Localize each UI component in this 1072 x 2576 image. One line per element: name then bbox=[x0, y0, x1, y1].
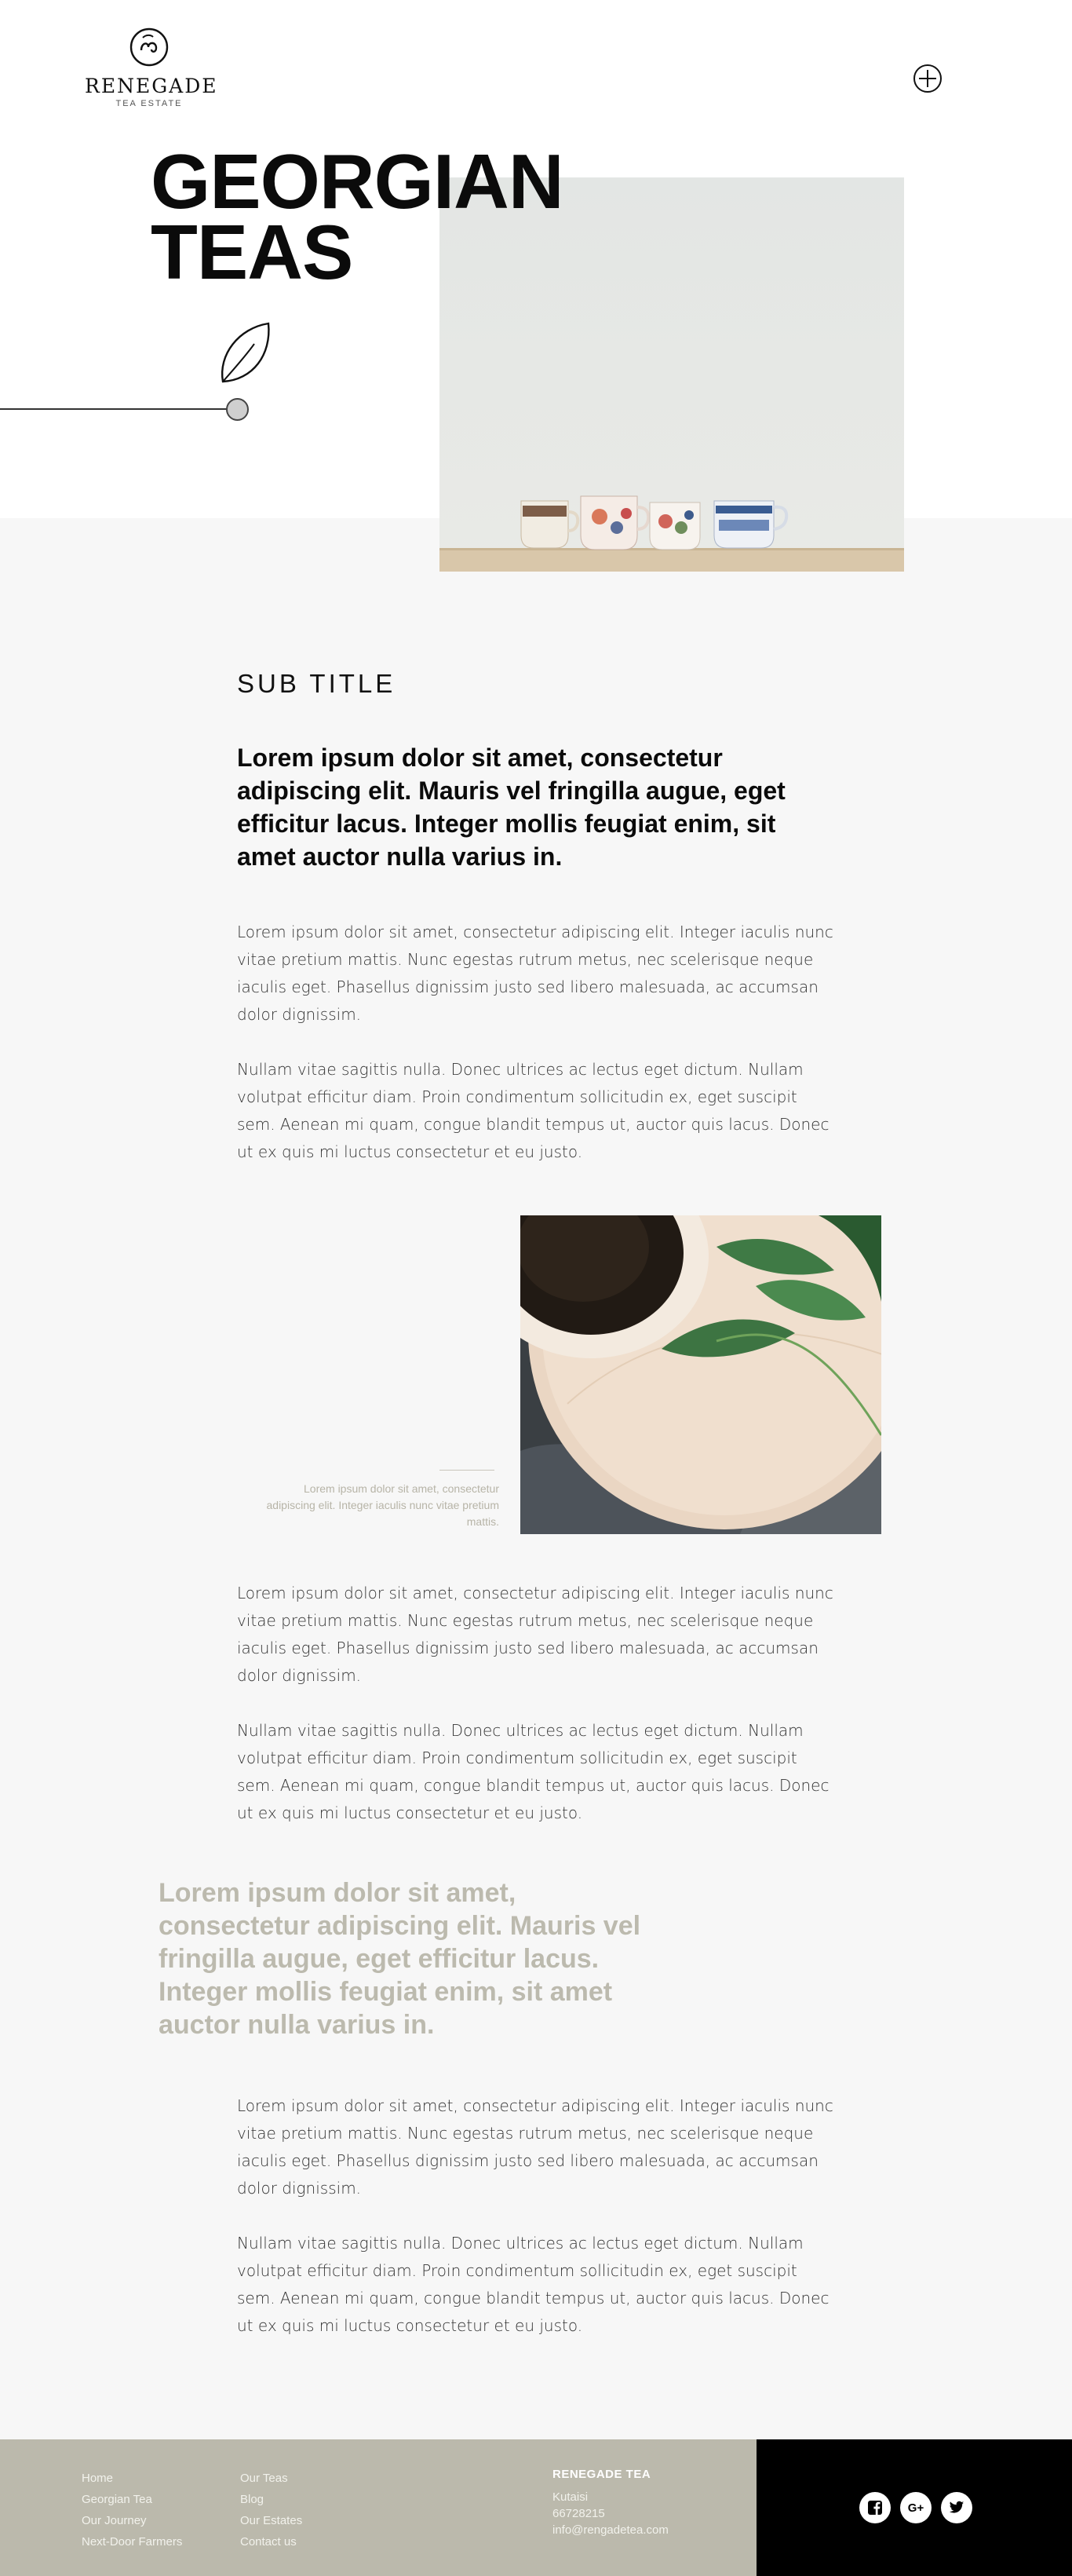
footer-link-georgian-tea[interactable]: Georgian Tea bbox=[82, 2493, 152, 2506]
twitter-icon[interactable] bbox=[941, 2492, 972, 2523]
footer-link-home[interactable]: Home bbox=[82, 2472, 114, 2485]
title-line-2: TEAS bbox=[151, 209, 353, 295]
leaf-icon bbox=[215, 320, 275, 386]
slider-handle[interactable] bbox=[226, 398, 249, 421]
body-paragraph-3: Lorem ipsum dolor sit amet, consectetur adipiscing elit. Integer iaculis nunc vitae pretium mattis. Nunc egestas rutrum metus, nec scelerisque neque iaculis eget. Phasellus dignissim justo sed libero malesuada, ac accumsan dolor dignissim. bbox=[237, 1584, 833, 1685]
site-footer bbox=[0, 2439, 1072, 2576]
footer-link-next-door-farmers[interactable]: Next-Door Farmers bbox=[82, 2535, 183, 2549]
footer-nav-col-1 bbox=[82, 2468, 182, 2552]
footer-email[interactable]: info@rengadetea.com bbox=[552, 2523, 669, 2537]
social-links bbox=[859, 2492, 972, 2523]
facebook-icon[interactable] bbox=[859, 2492, 891, 2523]
footer-nav-col-2 bbox=[240, 2468, 302, 2552]
caption-divider bbox=[439, 1470, 494, 1471]
body-paragraph-5: Lorem ipsum dolor sit amet, consectetur adipiscing elit. Integer iaculis nunc vitae pretium mattis. Nunc egestas rutrum metus, nec scelerisque neque iaculis eget. Phasellus dignissim justo sed libero malesuada, ac accumsan dolor dignissim. bbox=[237, 2096, 833, 2198]
footer-brand: RENEGADE TEA bbox=[552, 2468, 651, 2481]
body-paragraph-2: Nullam vitae sagittis nulla. Donec ultrices ac lectus eget dictum. Nullam volutpat efficitur diam. Proin condimentum sollicitudin ex, eget suscipit sem. Aenean mi quam, congue blandit tempus ut, auctor quis lacus. Donec ut ex quis mi luctus consectetur et eu justo. bbox=[237, 1060, 830, 1161]
footer-link-contact-us[interactable]: Contact us bbox=[240, 2535, 297, 2549]
coffee-image bbox=[520, 1215, 881, 1534]
footer-link-blog[interactable]: Blog bbox=[240, 2493, 264, 2506]
title-line-1: GEORGIAN bbox=[151, 138, 563, 225]
logo-emblem-icon bbox=[129, 27, 170, 68]
plus-circle-icon[interactable] bbox=[912, 63, 943, 94]
pull-quote: Lorem ipsum dolor sit amet, consectetur adipiscing elit. Mauris vel fringilla augue, eget efficitur lacus. Integer mollis feugiat enim, sit amet auctor nulla varius in. bbox=[159, 1878, 641, 2040]
article-section bbox=[0, 518, 1072, 2439]
hero-section bbox=[0, 0, 1072, 518]
lead-paragraph: Lorem ipsum dolor sit amet, consectetur adipiscing elit. Mauris vel fringilla augue, eget efficitur lacus. Integer mollis feugiat enim, sit amet auctor nulla varius in. bbox=[237, 744, 786, 871]
page-title bbox=[151, 138, 563, 295]
google-plus-label: G+ bbox=[907, 2501, 924, 2515]
brand-name: RENEGADE bbox=[85, 75, 218, 97]
footer-city: Kutaisi bbox=[552, 2490, 589, 2504]
footer-link-our-journey[interactable]: Our Journey bbox=[82, 2514, 147, 2527]
footer-link-our-estates[interactable]: Our Estates bbox=[240, 2514, 303, 2527]
body-paragraph-4: Nullam vitae sagittis nulla. Donec ultrices ac lectus eget dictum. Nullam volutpat efficitur diam. Proin condimentum sollicitudin ex, eget suscipit sem. Aenean mi quam, congue blandit tempus ut, auctor quis lacus. Donec ut ex quis mi luctus consectetur et eu justo. bbox=[237, 1721, 830, 1822]
brand-tagline: TEA ESTATE bbox=[115, 99, 183, 108]
footer-contact bbox=[552, 2468, 669, 2538]
google-plus-icon[interactable] bbox=[900, 2492, 932, 2523]
facebook-glyph bbox=[867, 2500, 883, 2516]
coffee-cup-photo bbox=[520, 1215, 881, 1534]
body-paragraph-6: Nullam vitae sagittis nulla. Donec ultrices ac lectus eget dictum. Nullam volutpat efficitur diam. Proin condimentum sollicitudin ex, eget suscipit sem. Aenean mi quam, congue blandit tempus ut, auctor quis lacus. Donec ut ex quis mi luctus consectetur et eu justo. bbox=[237, 2234, 830, 2335]
image-caption: Lorem ipsum dolor sit amet, consectetur adipiscing elit. Integer iaculis nunc vitae pretium mattis. bbox=[266, 1482, 499, 1528]
footer-link-our-teas[interactable]: Our Teas bbox=[240, 2472, 288, 2485]
sub-title: SUB TITLE bbox=[237, 669, 396, 698]
slider-track bbox=[0, 408, 229, 410]
footer-phone[interactable]: 66728215 bbox=[552, 2507, 605, 2520]
twitter-glyph bbox=[949, 2501, 964, 2515]
body-paragraph-1: Lorem ipsum dolor sit amet, consectetur adipiscing elit. Integer iaculis nunc vitae pretium mattis. Nunc egestas rutrum metus, nec scelerisque neque iaculis eget. Phasellus dignissim justo sed libero malesuada, ac accumsan dolor dignissim. bbox=[237, 923, 833, 1024]
brand-logo[interactable] bbox=[85, 27, 218, 108]
